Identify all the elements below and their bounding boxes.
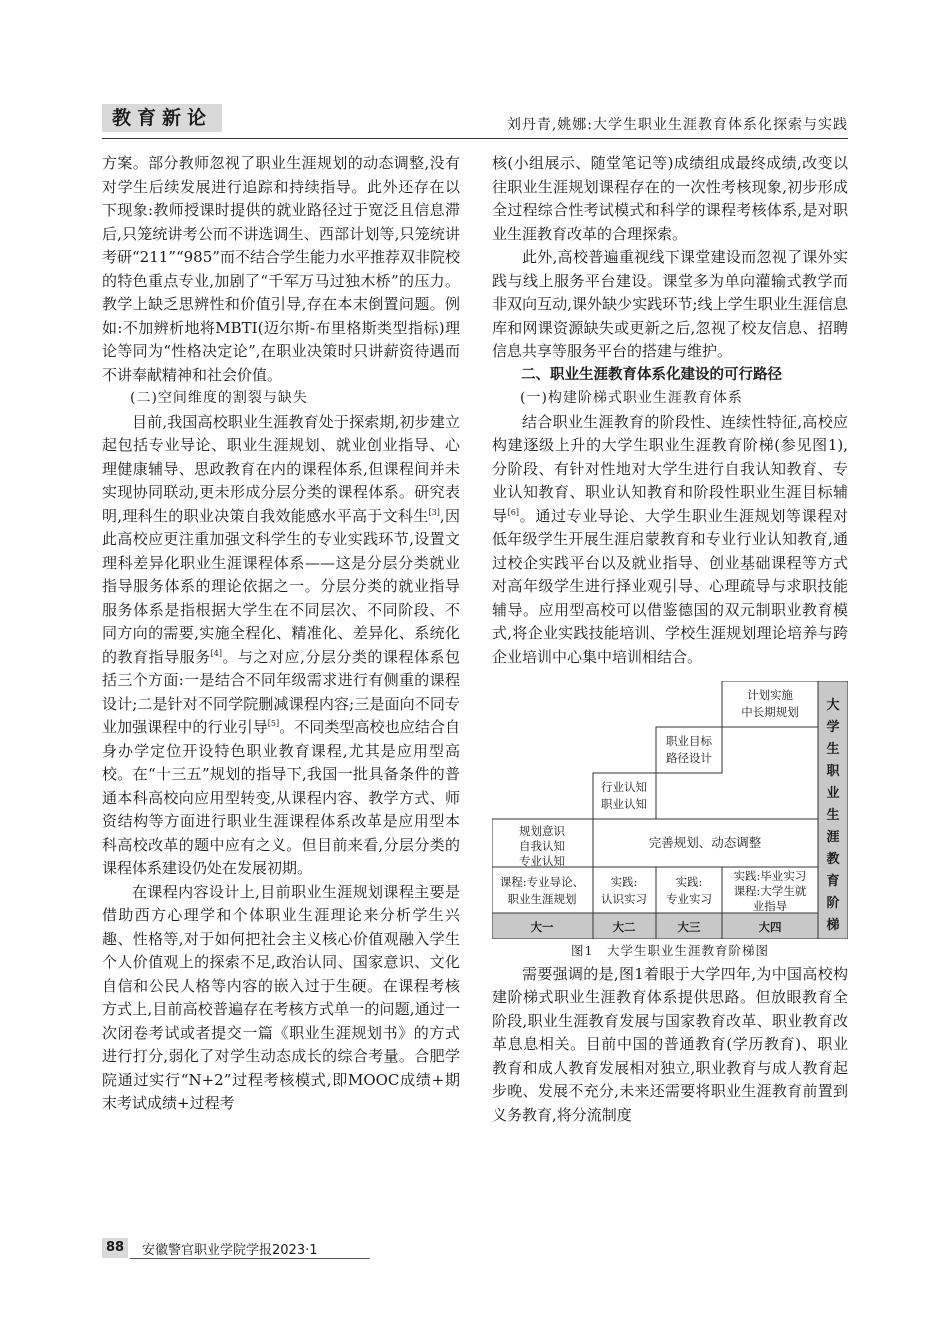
side-label-char: 阶 [826,896,840,911]
side-label-char: 涯 [826,830,840,845]
career-ladder-figure [492,681,848,939]
right-column [492,152,848,1127]
footer-rule [130,1258,370,1259]
step-one-line2: 自我认知 [519,839,565,853]
adjust-label: 完善规划、动态调整 [648,835,762,850]
year2-content-line2: 认识实习 [601,892,647,906]
year4-content-line2: 课程:大学生就 [733,884,807,898]
side-label-char: 生 [826,808,840,823]
year-four-label: 大四 [758,920,782,934]
paragraph-text: 结合职业生涯教育的阶段性、连续性特征,高校应构建逐级上升的大学生职业生涯教育阶梯(参见图1),分阶段、有针对性地对大学生进行自我认知教育、专业认知教育、职业认知教育和阶段性职业生涯目标辅导 [492,412,848,525]
year3-content-line2: 专业实习 [666,892,712,906]
ladder-diagram [492,681,848,939]
subsection-heading: (一)构建阶梯式职业生涯教育体系 [520,390,743,406]
year-one-label: 大一 [530,920,554,934]
paragraph [492,411,848,670]
year-two-label: 大二 [612,920,636,934]
side-label-char: 职 [826,764,840,779]
step-one-line1: 规划意识 [519,824,565,838]
step-two-line1: 行业认知 [601,780,647,794]
year1-content-line1: 课程:专业导论、 [499,875,585,889]
journal-section-tag: 教育新论 [102,104,222,132]
paragraph-text: 。与之对应,分层分类的课程体系包括三个方面:一是结合不同年级需求进行有侧重的课程设计;二是针对不同学院删减课程内容;三是面向不同专业加强课程中的行业引导 [102,647,460,736]
side-label-char: 大 [826,698,840,713]
year3-content-line1: 实践: [675,875,703,889]
step-one-line3: 专业认知 [519,854,565,868]
step-four-line1: 计划实施 [747,688,793,702]
citation[interactable]: [5] [267,719,280,728]
year2-content-line1: 实践: [610,875,638,889]
page-footer [102,1238,848,1258]
side-label-char: 教 [826,852,840,867]
paragraph-text: 。通过专业导论、大学生职业生涯规划等课程对低年级学生开展生涯启蒙教育和专业行业认知教育,通过校企实践平台以及就业指导、创业基础课程等方式对高年级学生进行择业观引导、心理疏导与求职技能辅导。应用型高校可以借鉴德国的双元制职业教育模式,将企业实践技能培训、学校生涯规划理论培养与跨企业培训中心集中培训相结合。 [492,506,848,666]
citation[interactable]: [6] [507,507,520,517]
side-label-char: 育 [826,874,840,889]
paragraph: 此外,高校普遍重视线下课堂建设而忽视了课外实践与线上服务平台建设。课堂多为单向灌输式教学而非双向互动,课外缺少实践环节;线上学生职业生涯信息库和网课资源缺失或更新之后,忽视了校友信息、招聘信息共享等服务平台的搭建与维护。 [492,248,848,360]
paragraph: 核(小组展示、随堂笔记等)成绩组成最终成绩,改变以往职业生涯规划课程存在的一次性考核现象,初步形成全过程综合性考试模式和科学的课程考核体系,是对职业生涯教育改革的合理探索。 [492,154,848,243]
step-three-line2: 路径设计 [666,751,712,765]
citation[interactable]: [4] [210,648,222,658]
page-number: 88 [102,1238,128,1258]
footer-journal-name: 安徽警官职业学院学报2023·1 [142,1243,318,1258]
paragraph-text: 。不同类型高校也应结合自身办学定位开设特色职业教育课程,尤其是应用型高校。在“十三五”规划的指导下,我国一批具备条件的普通本科高校向应用型转变,从课程内容、教学方式、师资结构等方面进行职业生涯课程体系改革是应用型本科高校改革的题中应有之义。但目前来看,分层分类的课程体系建设仍处在发展初期。 [102,718,460,877]
left-column [102,152,460,1116]
subsection-heading: (二)空间维度的割裂与缺失 [130,390,308,406]
side-label-char: 生 [826,742,840,757]
step-four-line2: 中长期规划 [741,705,799,719]
figure-caption: 图1 大学生职业生涯教育阶梯图 [571,943,769,958]
paragraph-text: 目前,我国高校职业生涯教育处于探索期,初步建立起包括专业导论、职业生涯规划、就业创业指导、心理健康辅导、思政教育在内的课程体系,但课程间并未实现协同联动,更未形成分层分类的课程体系。研究表明,理科生的职业决策自我效能感水平高于文科生 [102,412,460,525]
year4-content-line3: 业指导 [752,899,788,913]
page-header [102,104,848,139]
citation[interactable]: [3] [428,507,440,517]
paragraph: 在课程内容设计上,目前职业生涯规划课程主要是借助西方心理学和个体职业生涯理论来分析学生兴趣、性格等,对于如何把社会主义核心价值观融入学生个人价值观上的探索不足,政治认同、国家意识、文化自信和公民人格等内容的嵌入过于生硬。在课程考核方式上,目前高校普遍存在考核方式单一的问题,通过一次闭卷考试或者提交一篇《职业生涯规划书》的方式进行打分,弱化了对学生动态成长的综合考量。合肥学院通过实行“N+2”过程考核模式,即MOOC成绩+期末考试成绩+过程考 [102,882,460,1112]
running-title: 刘丹青,姚娜:大学生职业生涯教育体系化探索与实践 [506,117,848,133]
year4-content-line1: 实践:毕业实习 [733,869,807,883]
year1-content-line2: 职业生涯规划 [507,892,577,906]
side-label-char: 学 [826,720,840,735]
section-heading: 二、职业生涯教育体系化建设的可行路径 [521,366,782,383]
paragraph [102,411,460,881]
year-three-label: 大三 [677,920,701,934]
side-label-char: 梯 [826,918,840,933]
paragraph: 需要强调的是,图1着眼于大学四年,为中国高校构建阶梯式职业生涯教育体系提供思路。但放眼教育全阶段,职业生涯教育发展与国家教育改革、职业教育改革息息相关。目前中国的普通教育(学历教育)、职业教育和成人教育发展相对独立,职业教育与成人教育起步晚、发展不充分,未来还需要将职业生涯教育前置到义务教育,将分流制度 [492,964,848,1124]
paragraph-text: ,因此高校应更注重加强文科学生的专业实践环节,设置文理科差异化职业生涯课程体系——这是分层分类就业指导服务体系的理论依据之一。分层分类的就业指导服务体系是指根据大学生在不同层次、不同阶段、不同方向的需要,实施全程化、精准化、差异化、系统化的教育指导服务 [102,506,460,666]
step-two-line2: 职业认知 [601,797,647,811]
paragraph: 方案。部分教师忽视了职业生涯规划的动态调整,没有对学生后续发展进行追踪和持续指导。此外还存在以下现象:教师授课时提供的就业路径过于宽泛且信息滞后,只笼统讲考公而不讲选调生、西部计划等,只笼统讲考研“211”“985”而不结合学生能力水平推荐双非院校的特色重点专业,加剧了“千军万马过独木桥”的压力。教学上缺乏思辨性和价值引导,存在本末倒置问题。例如:不加辨析地将MBTI(迈尔斯-布里格斯类型指标)理论等同为“性格决定论”,在职业决策时只讲薪资待遇而不讲奉献精神和社会价值。 [102,154,460,384]
step-three-line1: 职业目标 [666,734,712,748]
side-label-char: 业 [826,786,840,801]
